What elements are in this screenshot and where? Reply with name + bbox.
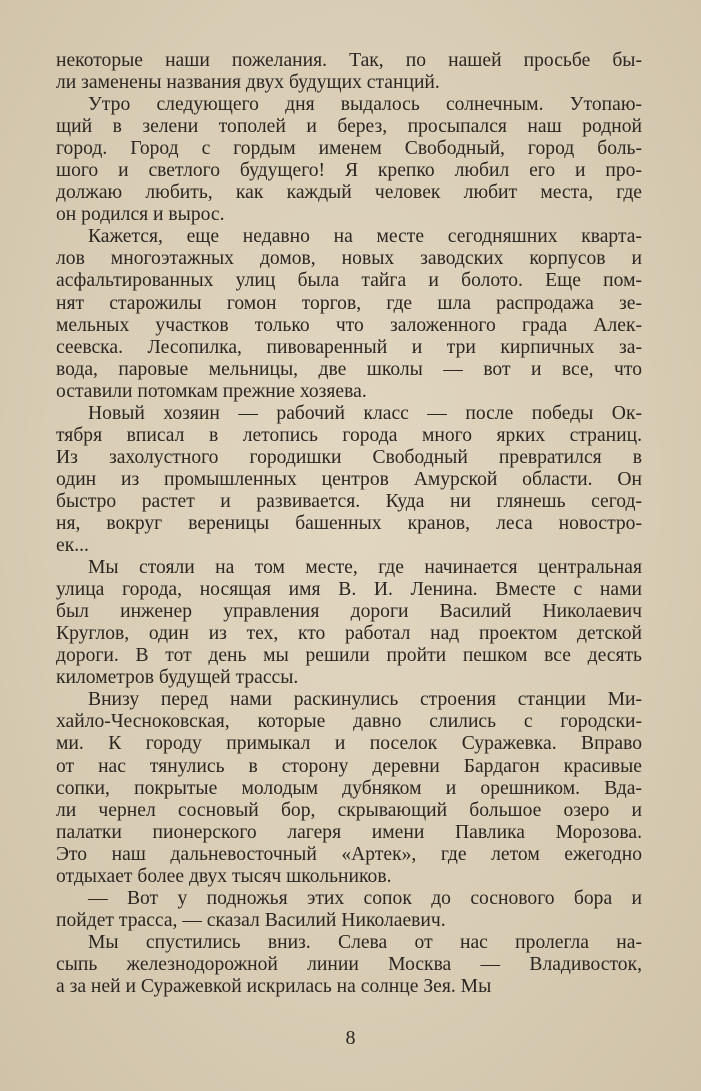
text-line: Кажется, еще недавно на месте сегодняшних кварта- [88, 226, 642, 248]
text-line: нят старожилы гомон торгов, где шла распродажа зе- [56, 292, 642, 314]
text-line: сопки, покрытые молодым дубняком и орешником. Вда- [56, 777, 642, 799]
text-line: он родился и вырос. [56, 204, 225, 226]
text-line: Мы стояли на том месте, где начинается центральная [88, 557, 642, 579]
text-line: Внизу перед нами раскинулись строения станции Ми- [88, 689, 642, 711]
text-line: некоторые наши пожелания. Так, по нашей просьбе бы- [56, 50, 642, 71]
text-line: сыпь железнодорожной линии Москва — Владивосток, [56, 953, 642, 975]
page-number: 8 [345, 1027, 356, 1049]
text-line: хайло-Чесноковская, которые давно слились с городски- [56, 711, 642, 733]
text-line: тября вписал в летопись города много ярких страниц. [56, 424, 642, 446]
text-line: пойдет трасса, — сказал Василий Николаевич. [56, 909, 446, 931]
text-line: асфальтированных улиц была тайга и болото. Еще пом- [56, 270, 642, 292]
paragraph [56, 50, 642, 94]
text-line: ек... [56, 535, 89, 557]
text-line: палатки пионерского лагеря имени Павлика Морозова. [56, 821, 642, 843]
text-line: лов многоэтажных домов, новых заводских корпусов и [56, 248, 642, 270]
text-line: ли заменены названия двух будущих станций. [56, 72, 440, 94]
text-line: один из промышленных центров Амурской области. Он [56, 468, 642, 490]
text-line: Утро следующего дня выдалось солнечным. Утопаю- [88, 94, 642, 116]
text-line: от нас тянулись в сторону деревни Бардагон красивые [56, 755, 642, 777]
text-line: Это наш дальневосточный «Артек», где летом ежегодно [56, 843, 642, 865]
text-line: оставили потомкам прежние хозяева. [56, 380, 367, 402]
text-line: Из захолустного городишки Свободный превратился в [56, 446, 642, 468]
text-line: а за ней и Суражевкой искрилась на солнце Зея. Мы [56, 975, 492, 997]
text-line: был инженер управления дороги Василий Николаевич [56, 601, 642, 623]
text-line: километров будущей трассы. [56, 667, 299, 689]
paragraph [56, 226, 642, 402]
text-line: ня, вокруг вереницы башенных кранов, леса новостро- [56, 512, 642, 534]
text-line: — Вот у подножья этих сопок до соснового бора и [88, 887, 642, 909]
text-line: сеевска. Лесопилка, пивоваренный и три кирпичных за- [56, 336, 642, 358]
text-line: улица города, носящая имя В. И. Ленина. Вместе с нами [56, 579, 642, 601]
text-line: Круглов, один из тех, кто работал над проектом детской [56, 623, 642, 645]
paragraph [56, 932, 642, 998]
text-line: ми. К городу примыкал и поселок Суражевка. Вправо [56, 733, 642, 755]
text-line: ли чернел сосновый бор, скрывающий большое озеро и [56, 799, 642, 821]
text-line: быстро растет и развивается. Куда ни глянешь сегод- [56, 490, 642, 512]
text-line: щий в зелени тополей и берез, просыпался наш родной [56, 116, 642, 138]
text-line: должаю любить, как каждый человек любит места, где [56, 182, 642, 204]
text-line: отдыхает более двух тысяч школьников. [56, 865, 392, 887]
body-text [56, 50, 642, 998]
text-line: мельных участков только что заложенного града Алек- [56, 314, 642, 336]
text-line: вода, паровые мельницы, две школы — вот и все, что [56, 358, 642, 380]
paragraph [56, 94, 642, 226]
paragraph [56, 557, 642, 689]
text-line: Новый хозяин — рабочий класс — после победы Ок- [88, 402, 642, 424]
text-line: город. Город с гордым именем Свободный, город боль- [56, 138, 642, 160]
paragraph [56, 888, 642, 932]
text-line: дороги. В тот день мы решили пройти пешком все десять [56, 645, 642, 667]
text-line: Мы спустились вниз. Слева от нас пролегла на- [88, 931, 642, 953]
paragraph [56, 689, 642, 887]
paragraph [56, 403, 642, 557]
text-line: шого и светлого будущего! Я крепко любил его и про- [56, 160, 642, 182]
